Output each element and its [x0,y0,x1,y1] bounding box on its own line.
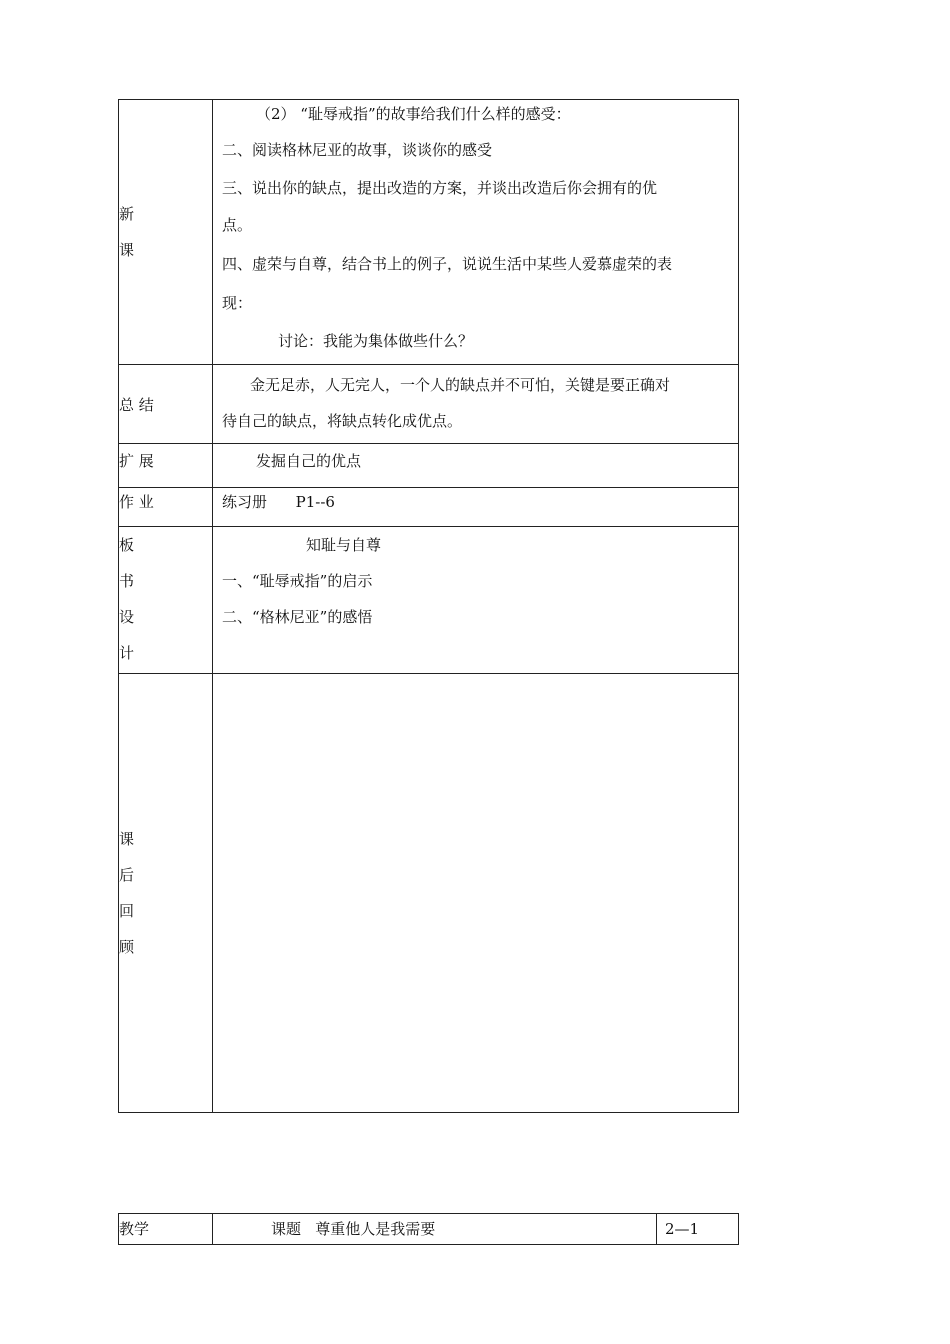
review-row [119,674,739,1113]
summary-content [213,365,739,444]
review-label: 课 后 回 顾 [119,674,213,1113]
summary-text: 待自己的缺点，将缺点转化成优点。 [222,412,463,430]
lesson-code: 2—1 [657,1214,739,1245]
lesson-plan-table [118,99,739,1113]
summary-text: 金无足赤，人无完人，一个人的缺点并不可怕，关键是要正确对 [250,376,671,394]
extension-row [119,444,739,488]
homework-text: 练习册 P1--6 [213,488,739,527]
new-lesson-item: 四、虚荣与自尊，结合书上的例子，说说生活中某些人爱慕虚荣的表 [222,255,673,273]
teaching-label: 教学 [119,1214,213,1245]
summary-label: 总 结 [119,365,213,444]
extension-label: 扩 展 [119,444,213,488]
board-design-label: 板 书 设 计 [119,527,213,674]
new-lesson-item: 现： [222,294,253,312]
summary-row [119,365,739,444]
board-point: 二、“格林尼亚”的感悟 [222,608,373,626]
board-title: 知耻与自尊 [306,536,382,554]
homework-row [119,488,739,527]
new-lesson-item: 点。 [222,216,253,234]
new-lesson-item: 二、阅读格林尼亚的故事，谈谈你的感受 [222,141,493,159]
next-lesson-header [118,1213,739,1245]
homework-label: 作 业 [119,488,213,527]
board-design-content [213,527,739,674]
extension-text: 发掘自己的优点 [213,444,739,488]
review-content [213,674,739,1113]
new-lesson-row [119,100,739,365]
new-lesson-label: 新 课 [119,100,213,365]
lesson-title: 课题 尊重他人是我需要 [213,1214,657,1245]
new-lesson-item: 三、说出你的缺点，提出改造的方案，并谈出改造后你会拥有的优 [222,179,658,197]
new-lesson-content [213,100,739,365]
discussion-prompt: 讨论：我能为集体做些什么？ [278,332,474,350]
new-lesson-item: （2） “耻辱戒指”的故事给我们什么样的感受： [256,105,571,123]
board-design-row [119,527,739,674]
board-point: 一、“耻辱戒指”的启示 [222,572,373,590]
